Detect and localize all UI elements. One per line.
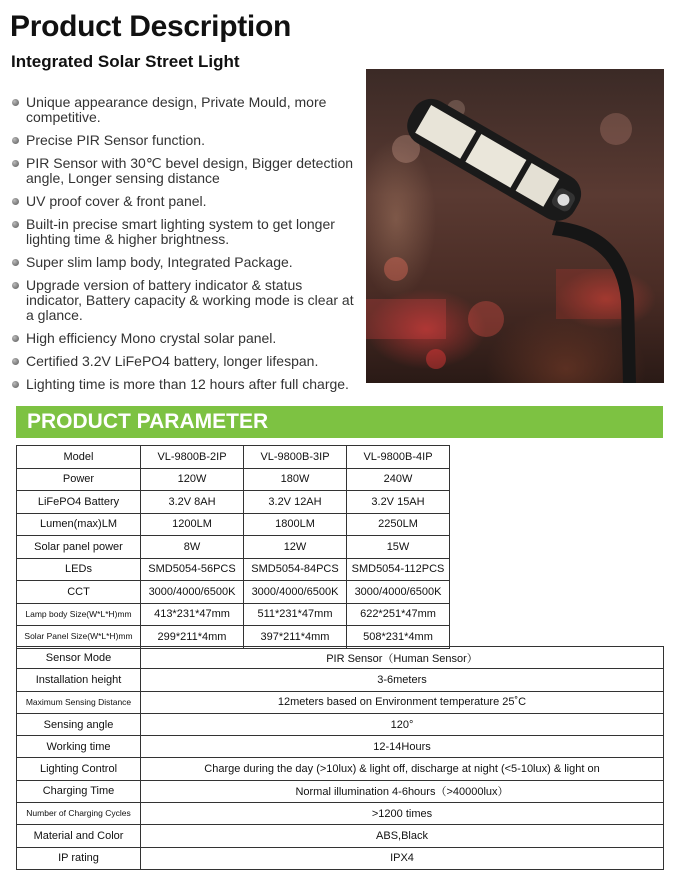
cell: VL-9800B-2IP [141, 446, 244, 469]
cell: 12-14Hours [141, 736, 664, 758]
feature-item [12, 95, 362, 125]
page-subtitle: Integrated Solar Street Light [11, 52, 240, 71]
cell: 622*251*47mm [347, 603, 450, 626]
row-label: Maximum Sensing Distance [17, 691, 141, 713]
bullet-icon [12, 335, 19, 342]
row-label: Installation height [17, 669, 141, 691]
cell: 240W [347, 468, 450, 491]
feature-text: PIR Sensor with 30℃ bevel design, Bigger detection angle, Longer sensing distance [26, 155, 354, 186]
bullet-icon [12, 160, 19, 167]
row-label: Lamp body Size(W*L*H)mm [17, 603, 141, 626]
table-row [17, 825, 664, 847]
cell: 120W [141, 468, 244, 491]
cell: SMD5054-112PCS [347, 558, 450, 581]
cell: 3000/4000/6500K [141, 581, 244, 604]
row-label: Solar Panel Size(W*L*H)mm [17, 626, 141, 649]
cell: 413*231*47mm [141, 603, 244, 626]
feature-item [12, 156, 362, 186]
cell: SMD5054-84PCS [244, 558, 347, 581]
bullet-icon [12, 259, 19, 266]
table-row [17, 468, 450, 491]
table-row [17, 847, 664, 869]
cell: 3-6meters [141, 669, 664, 691]
row-label: Charging Time [17, 780, 141, 802]
table-row [17, 691, 664, 713]
cell: Charge during the day (>10lux) & light off, discharge at night (<5-10lux) & light on [141, 758, 664, 780]
row-label: Number of Charging Cycles [17, 803, 141, 825]
row-label: Working time [17, 736, 141, 758]
row-label: Power [17, 468, 141, 491]
cell: Normal illumination 4-6hours（>40000lux） [141, 780, 664, 802]
feature-item [12, 377, 362, 392]
feature-text: High efficiency Mono crystal solar panel. [26, 330, 277, 346]
bullet-icon [12, 99, 19, 106]
table-row [17, 558, 450, 581]
feature-item [12, 194, 362, 209]
row-label: Lumen(max)LM [17, 513, 141, 536]
feature-text: UV proof cover & front panel. [26, 193, 207, 209]
cell: 3000/4000/6500K [244, 581, 347, 604]
table-row [17, 780, 664, 802]
cell: 8W [141, 536, 244, 559]
cell: 508*231*4mm [347, 626, 450, 649]
table-row [17, 536, 450, 559]
feature-text: Precise PIR Sensor function. [26, 132, 205, 148]
feature-text: Built-in precise smart lighting system to get longer lighting time & higher brightness. [26, 216, 335, 247]
cell: VL-9800B-4IP [347, 446, 450, 469]
cell: 299*211*4mm [141, 626, 244, 649]
row-label: LEDs [17, 558, 141, 581]
table-row [17, 581, 450, 604]
feature-list [12, 95, 362, 400]
cell: 12meters based on Environment temperature 25˚C [141, 691, 664, 713]
row-label: Sensing angle [17, 713, 141, 735]
cell: SMD5054-56PCS [141, 558, 244, 581]
feature-text: Upgrade version of battery indicator & status indicator, Battery capacity & working mode is clear at a glance. [26, 277, 354, 323]
row-label: Material and Color [17, 825, 141, 847]
row-label: Sensor Mode [17, 647, 141, 669]
cell: 3000/4000/6500K [347, 581, 450, 604]
feature-text: Certified 3.2V LiFePO4 battery, longer lifespan. [26, 353, 319, 369]
feature-text: Super slim lamp body, Integrated Package. [26, 254, 293, 270]
bullet-icon [12, 381, 19, 388]
feature-item [12, 217, 362, 247]
cell: 3.2V 12AH [244, 491, 347, 514]
feature-item [12, 354, 362, 369]
page-title: Product Description [10, 10, 291, 43]
cell: 1200LM [141, 513, 244, 536]
row-label: CCT [17, 581, 141, 604]
cell: 180W [244, 468, 347, 491]
cell: >1200 times [141, 803, 664, 825]
cell: 12W [244, 536, 347, 559]
cell: 15W [347, 536, 450, 559]
feature-text: Lighting time is more than 12 hours after full charge. [26, 376, 349, 392]
bullet-icon [12, 221, 19, 228]
table-row [17, 736, 664, 758]
table-row [17, 603, 450, 626]
table-row [17, 758, 664, 780]
table-row [17, 513, 450, 536]
product-photo [366, 69, 664, 383]
row-label: Lighting Control [17, 758, 141, 780]
bullet-icon [12, 198, 19, 205]
bullet-icon [12, 358, 19, 365]
cell: 397*211*4mm [244, 626, 347, 649]
bullet-icon [12, 137, 19, 144]
feature-item [12, 331, 362, 346]
cell: PIR Sensor（Human Sensor） [141, 647, 664, 669]
parameter-banner-title: PRODUCT PARAMETER [27, 410, 269, 433]
cell: 511*231*47mm [244, 603, 347, 626]
feature-item [12, 255, 362, 270]
table-row [17, 713, 664, 735]
cell: IPX4 [141, 847, 664, 869]
row-label: IP rating [17, 847, 141, 869]
table-row [17, 626, 450, 649]
cell: ABS,Black [141, 825, 664, 847]
row-label: LiFePO4 Battery [17, 491, 141, 514]
cell: VL-9800B-3IP [244, 446, 347, 469]
bullet-icon [12, 282, 19, 289]
cell: 2250LM [347, 513, 450, 536]
cell: 1800LM [244, 513, 347, 536]
table-row [17, 446, 450, 469]
solar-street-light-image [366, 69, 664, 383]
table-row [17, 491, 450, 514]
table-row [17, 647, 664, 669]
feature-item [12, 278, 362, 323]
row-label: Solar panel power [17, 536, 141, 559]
common-parameter-table [16, 646, 664, 870]
feature-text: Unique appearance design, Private Mould, more competitive. [26, 94, 327, 125]
parameter-banner [16, 406, 663, 438]
row-label: Model [17, 446, 141, 469]
feature-item [12, 133, 362, 148]
cell: 120° [141, 713, 664, 735]
table-row [17, 669, 664, 691]
table-row [17, 803, 664, 825]
cell: 3.2V 8AH [141, 491, 244, 514]
model-parameter-table [16, 445, 450, 649]
cell: 3.2V 15AH [347, 491, 450, 514]
